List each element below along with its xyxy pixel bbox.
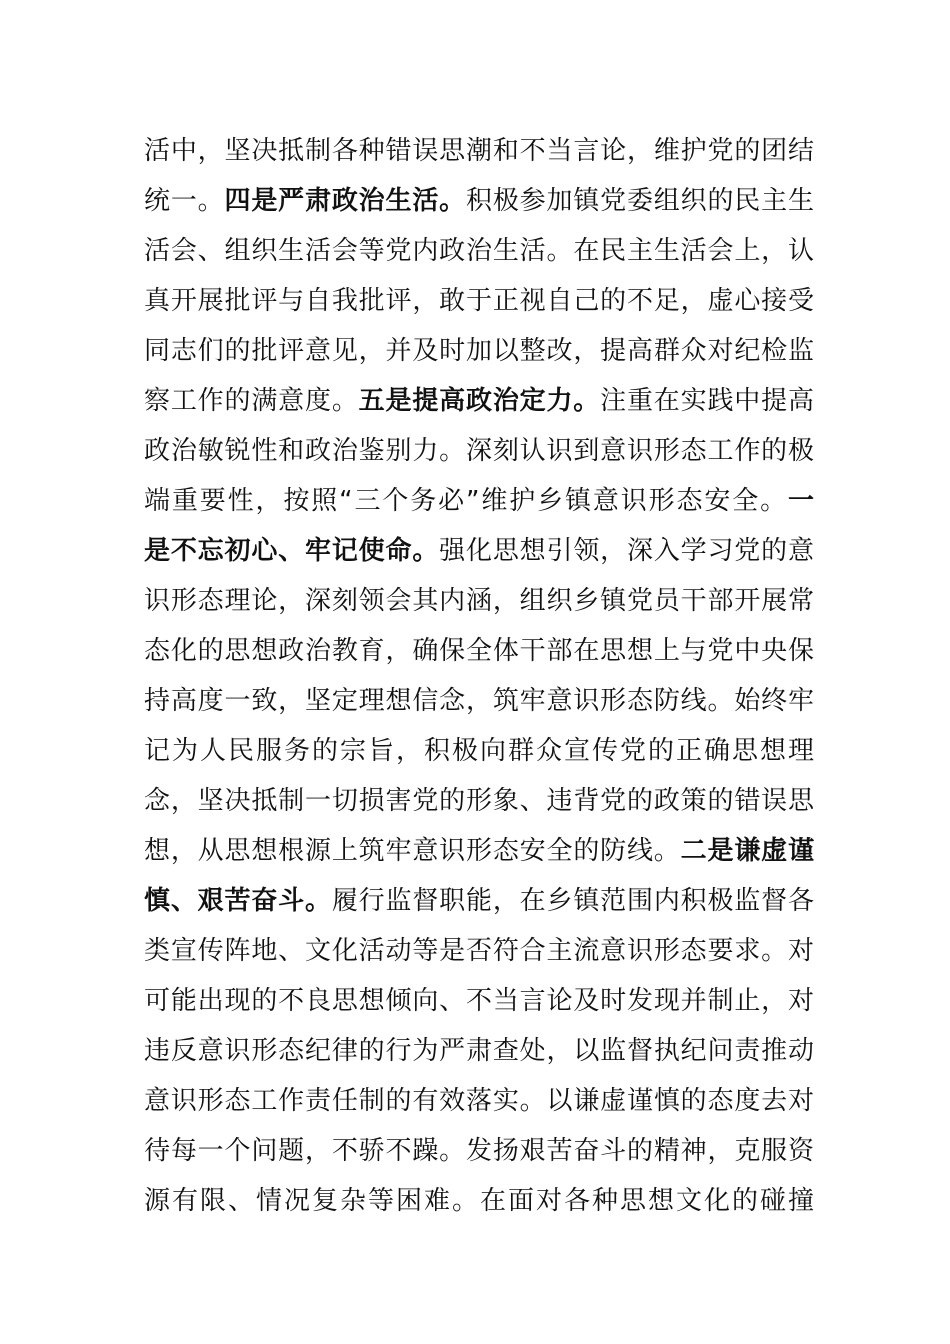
text-line: 政治敏锐性和政治鉴别力。深刻认识到意识形态工作的极 <box>144 436 814 466</box>
text-line: 活中，坚决抵制各种错误思潮和不当言论，维护党的团结 <box>144 136 814 166</box>
text-line: 持高度一致，坚定理想信念，筑牢意识形态防线。始终牢 <box>144 686 814 716</box>
bold-heading: 二是谦虚谨 <box>680 836 814 866</box>
text-line: 察工作的满意度。五是提高政治定力。注重在实践中提高 <box>144 386 814 416</box>
text-line: 统一。四是严肃政治生活。积极参加镇党委组织的民主生 <box>144 186 814 216</box>
text-line: 待每一个问题，不骄不躁。发扬艰苦奋斗的精神，克服资 <box>144 1136 814 1166</box>
bold-heading: 一 <box>787 486 814 516</box>
text-line: 记为人民服务的宗旨，积极向群众宣传党的正确思想理 <box>144 736 814 766</box>
text-line: 意识形态工作责任制的有效落实。以谦虚谨慎的态度去对 <box>144 1086 814 1116</box>
bold-heading: 慎、艰苦奋斗。 <box>144 886 332 916</box>
bold-heading: 五是提高政治定力。 <box>358 386 601 416</box>
text-line: 是不忘初心、牢记使命。强化思想引领，深入学习党的意 <box>144 536 814 566</box>
text-line: 源有限、情况复杂等困难。在面对各种思想文化的碰撞 <box>144 1186 814 1216</box>
body-text <box>144 126 814 1226</box>
text-line: 可能出现的不良思想倾向、不当言论及时发现并制止，对 <box>144 986 814 1016</box>
text-line: 念，坚决抵制一切损害党的形象、违背党的政策的错误思 <box>144 786 814 816</box>
text-line: 想，从思想根源上筑牢意识形态安全的防线。二是谦虚谨 <box>144 836 814 866</box>
bold-heading: 四是严肃政治生活。 <box>224 186 466 216</box>
text-line: 活会、组织生活会等党内政治生活。在民主生活会上，认 <box>144 236 814 266</box>
text-line: 违反意识形态纪律的行为严肃查处，以监督执纪问责推动 <box>144 1036 814 1066</box>
text-line: 端重要性，按照“三个务必”维护乡镇意识形态安全。一 <box>144 486 814 516</box>
text-line: 态化的思想政治教育，确保全体干部在思想上与党中央保 <box>144 636 814 666</box>
bold-heading: 是不忘初心、牢记使命。 <box>144 536 440 566</box>
text-line: 同志们的批评意见，并及时加以整改，提高群众对纪检监 <box>144 336 814 366</box>
text-line: 类宣传阵地、文化活动等是否符合主流意识形态要求。对 <box>144 936 814 966</box>
text-line: 真开展批评与自我批评，敢于正视自己的不足，虚心接受 <box>144 286 814 316</box>
text-line: 慎、艰苦奋斗。履行监督职能，在乡镇范围内积极监督各 <box>144 886 814 916</box>
text-line: 识形态理论，深刻领会其内涵，组织乡镇党员干部开展常 <box>144 586 814 616</box>
